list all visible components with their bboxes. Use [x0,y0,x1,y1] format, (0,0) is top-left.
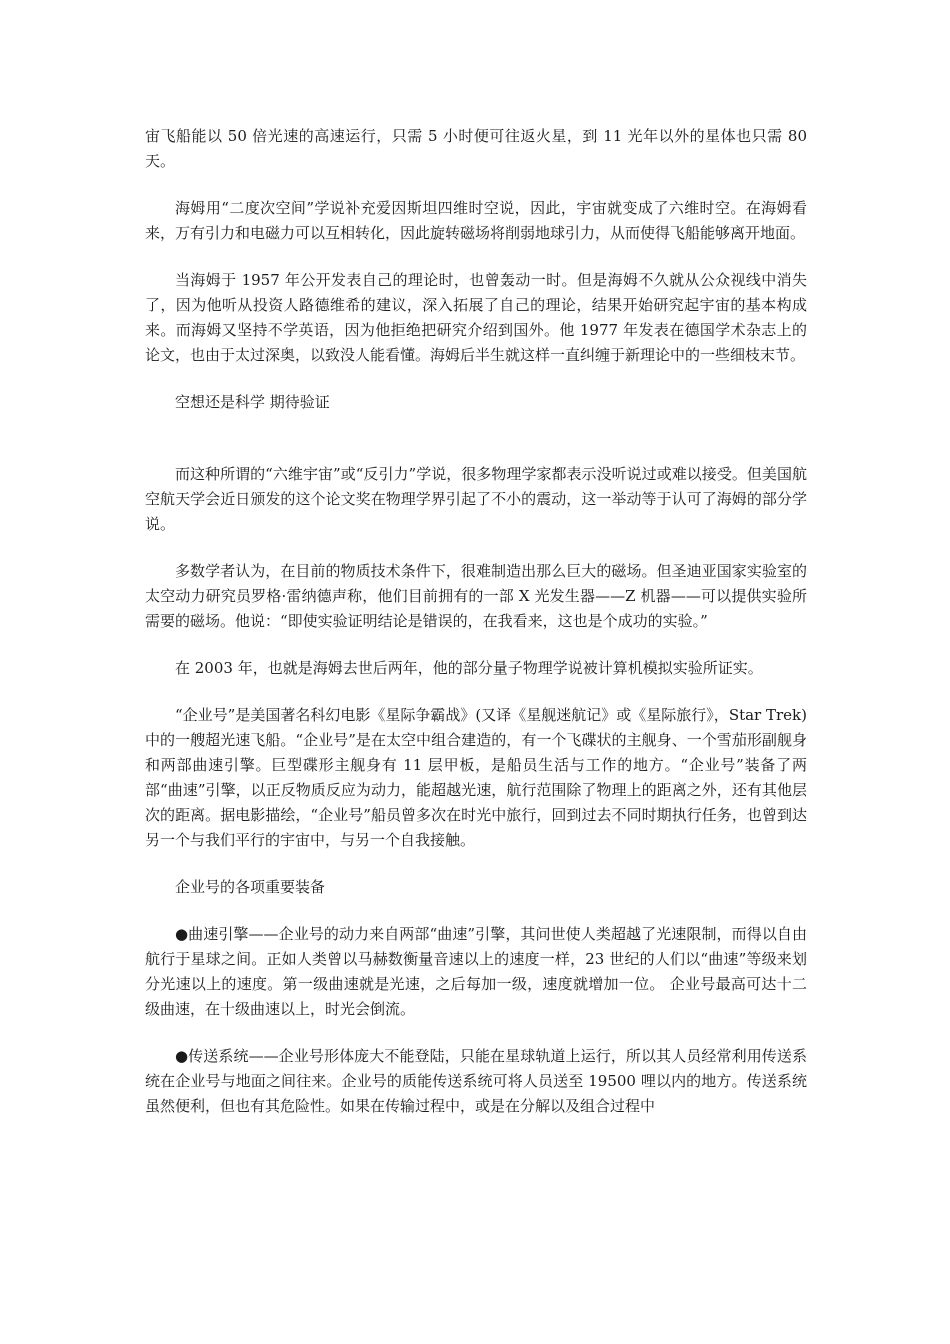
paragraph-spaceship-speed: 宙飞船能以 50 倍光速的高速运行，只需 5 小时便可往返火星，到 11 光年以外的星体也只需 80 天。 [145,127,807,170]
paragraph-2003-confirmation: 在 2003 年，也就是海姆去世后两年，他的部分量子物理学说被计算机模拟实验所证实。 [175,659,763,677]
document-body [145,124,807,1141]
section-heading-equipment: 企业号的各项重要装备 [175,878,326,896]
paragraph-physicists-reaction: 而这种所谓的“六维宇宙”或“反引力”学说，很多物理学家都表示没听说过或难以接受。但美国航空航天学会近日颁发的这个论文奖在物理学界引起了不小的震动，这一举动等于认可了海姆的部分学说。 [145,465,807,533]
paragraph-transporter: ●传送系统——企业号形体庞大不能登陆，只能在星球轨道上运行，所以其人员经常利用传送系统在企业号与地面之间往来。企业号的质能传送系统可将人员送至 19500 哩以内的地方。传送系统虽然便利，但也有其危险性。如果在传输过程中，或是在分解以及组合过程中 [145,1047,807,1115]
blank-line [145,437,807,462]
paragraph-enterprise-intro: “企业号”是美国著名科幻电影《星际争霸战》(又译《星舰迷航记》或《星际旅行》，Star Trek)中的一艘超光速飞船。“企业号”是在太空中组合建造的，有一个飞碟状的主舰身、一个雪茄形副舰身和两部曲速引擎。巨型碟形主舰身有 11 层甲板，是船员生活与工作的地方。“企业号”装备了两部“曲速”引擎，以正反物质反应为动力，能超越光速，航行范围除了物理上的距离之外，还有其他层次的距离。据电影描绘，“企业号”船员曾多次在时光中旅行，回到过去不同时期执行任务，也曾到达另一个与我们平行的宇宙中，与另一个自我接触。 [145,706,807,849]
paragraph-magnetic-field: 多数学者认为，在目前的物质技术条件下，很难制造出那么巨大的磁场。但圣迪亚国家实验室的太空动力研究员罗格·雷纳德声称，他们目前拥有的一部 X 光发生器——Z 机器——可以提供实验所需要的磁场。他说：“即使实验证明结论是错误的，在我看来，这也是个成功的实验。” [145,562,807,630]
paragraph-six-dimensional-spacetime: 海姆用“二度次空间”学说补充爱因斯坦四维时空说，因此，宇宙就变成了六维时空。在海姆看来，万有引力和电磁力可以互相转化，因此旋转磁场将削弱地球引力，从而使得飞船能够离开地面。 [145,199,807,242]
paragraph-heim-history: 当海姆于 1957 年公开发表自己的理论时，也曾轰动一时。但是海姆不久就从公众视线中消失了，因为他听从投资人路德维希的建议，深入拓展了自己的理论，结果开始研究起宇宙的基本构成来。而海姆又坚持不学英语，因为他拒绝把研究介绍到国外。他 1977 年发表在德国学术杂志上的论文，也由于太过深奥，以致没人能看懂。海姆后半生就这样一直纠缠于新理论中的一些细枝末节。 [145,271,807,364]
section-heading-verification: 空想还是科学 期待验证 [175,393,330,411]
paragraph-warp-engine: ●曲速引擎——企业号的动力来自两部“曲速”引擎，其问世使人类超越了光速限制，而得以自由航行于星球之间。正如人类曾以马赫数衡量音速以上的速度一样，23 世纪的人们以“曲速”等级来划分光速以上的速度。第一级曲速就是光速，之后每加一级，速度就增加一位。 企业号最高可达十二级曲速，在十级曲速以上，时光会倒流。 [145,925,807,1018]
